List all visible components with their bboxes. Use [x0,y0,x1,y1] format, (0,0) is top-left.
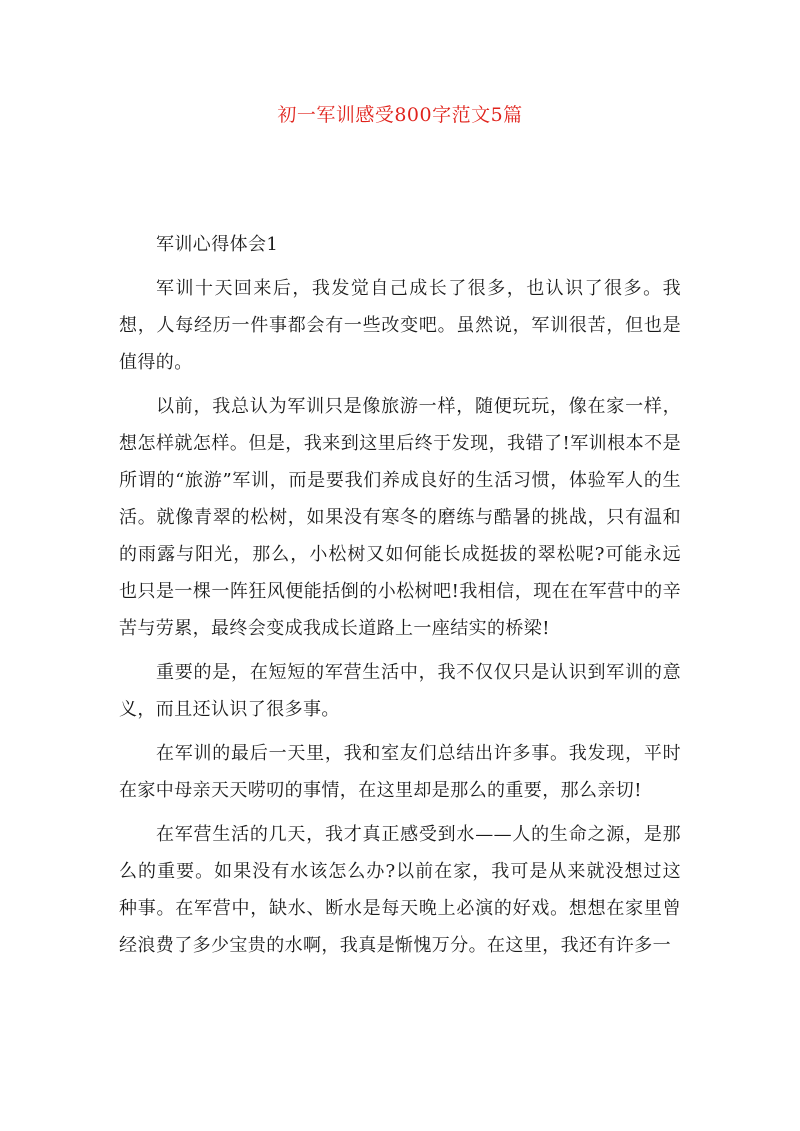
document-body [119,226,681,971]
paragraph-3: 重要的是，在短短的军营生活中，我不仅仅只是认识到军训的意义，而且还认识了很多事。 [119,662,681,720]
paragraph-1: 军训十天回来后，我发觉自己成长了很多，也认识了很多。我想，人每经历一件事都会有一些改变吧。虽然说，军训很苦，但也是值得的。 [119,278,681,373]
paragraph-5: 在军营生活的几天，我才真正感受到水——人的生命之源，是那么的重要。如果没有水该怎么办?以前在家，我可是从来就没想过这种事。在军营中，缺水、断水是每天晚上必演的好戏。想想在家里曾经浪费了多少宝贵的水啊，我真是惭愧万分。在这里，我还有许多一 [119,824,681,956]
paragraph-2: 以前，我总认为军训只是像旅游一样，随便玩玩，像在家一样，想怎样就怎样。但是，我来到这里后终于发现，我错了!军训根本不是所谓的“旅游”军训，而是要我们养成良好的生活习惯，体验军人的生活。就像青翠的松树，如果没有寒冬的磨练与酷暑的挑战，只有温和的雨露与阳光，那么，小松树又如何能长成挺拔的翠松呢?可能永远也只是一棵一阵狂风便能括倒的小松树吧!我相信，现在在军营中的辛苦与劳累，最终会变成我成长道路上一座结实的桥梁! [119,396,681,639]
document-title: 初一军训感受800字范文5篇 [277,104,523,126]
section-heading: 军训心得体会1 [156,234,279,255]
paragraph-4: 在军训的最后一天里，我和室友们总结出许多事。我发现，平时在家中母亲天天唠叨的事情，在这里却是那么的重要，那么亲切! [119,743,681,801]
